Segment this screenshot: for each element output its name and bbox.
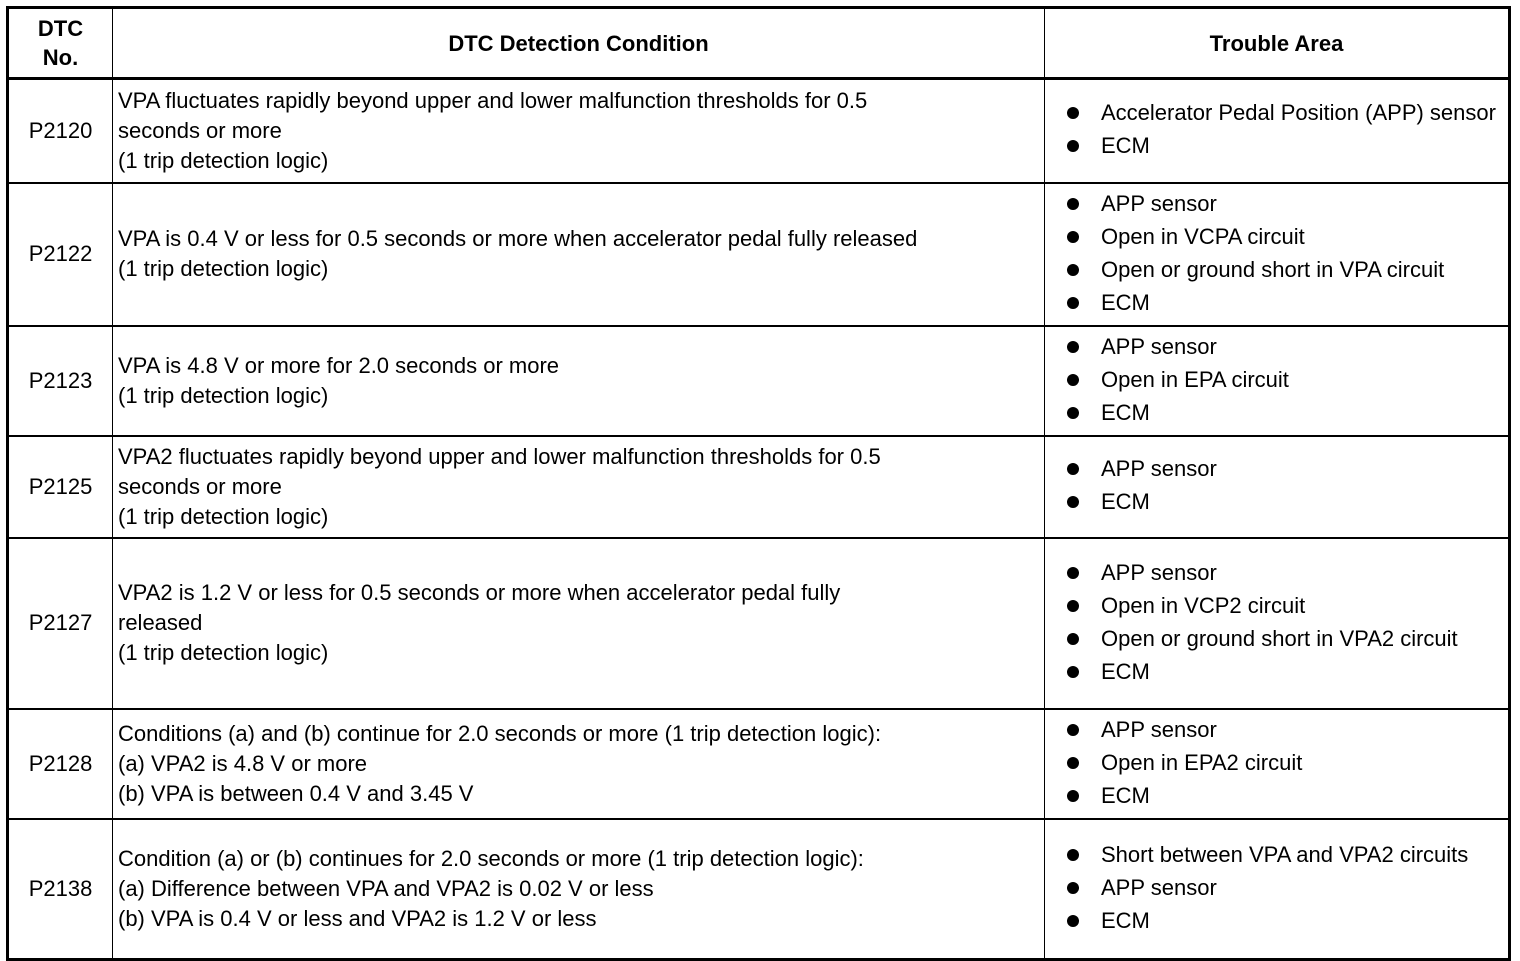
trouble-area-text: Open in VCPA circuit: [1101, 223, 1305, 249]
trouble-area-text: ECM: [1101, 907, 1150, 933]
bullet-icon: [1067, 107, 1079, 119]
bullet-icon: [1067, 600, 1079, 612]
header-dtc-no-label: DTC No.: [37, 16, 84, 70]
table-row: [8, 709, 1510, 819]
bullet-icon: [1067, 496, 1079, 508]
bullet-icon: [1067, 231, 1079, 243]
trouble-area-list: [1067, 558, 1502, 687]
condition-line: (1 trip detection logic): [118, 382, 329, 408]
bullet-icon: [1067, 407, 1079, 419]
trouble-area-text: APP sensor: [1101, 190, 1217, 216]
bullet-icon: [1067, 264, 1079, 276]
dtc-code: P2120: [8, 79, 113, 183]
list-item: [1067, 748, 1502, 778]
bullet-icon: [1067, 140, 1079, 152]
trouble-area-list: [1067, 454, 1502, 517]
bullet-icon: [1067, 724, 1079, 736]
header-dtc-no: [8, 8, 113, 79]
trouble-area-text: APP sensor: [1101, 333, 1217, 359]
table-row: [8, 79, 1510, 183]
bullet-icon: [1067, 666, 1079, 678]
dtc-code: P2127: [8, 538, 113, 709]
table-body: [8, 79, 1510, 960]
list-item: [1067, 131, 1502, 161]
table-row: [8, 326, 1510, 436]
condition-line: seconds or more: [118, 117, 282, 143]
bullet-icon: [1067, 297, 1079, 309]
list-item: [1067, 591, 1502, 621]
list-item: [1067, 222, 1502, 252]
condition-line: Conditions (a) and (b) continue for 2.0 seconds or more (1 trip detection logic):: [118, 720, 882, 746]
list-item: [1067, 558, 1502, 588]
trouble-area-text: ECM: [1101, 289, 1150, 315]
list-item: [1067, 781, 1502, 811]
trouble-area-text: ECM: [1101, 133, 1150, 159]
condition-line: released: [118, 610, 203, 635]
list-item: [1067, 715, 1502, 745]
header-trouble-area: Trouble Area: [1045, 8, 1510, 79]
detection-condition: [113, 183, 1045, 326]
condition-line: (a) VPA2 is 4.8 V or more: [118, 750, 368, 776]
detection-condition: [113, 819, 1045, 960]
trouble-area: [1045, 183, 1510, 326]
condition-line: VPA is 0.4 V or less for 0.5 seconds or more when accelerator pedal fully released: [118, 226, 918, 251]
bullet-icon: [1067, 849, 1079, 861]
trouble-area: [1045, 436, 1510, 538]
list-item: [1067, 189, 1502, 219]
table-row: [8, 183, 1510, 326]
dtc-table-container: [6, 6, 1508, 961]
bullet-icon: [1067, 198, 1079, 210]
header-detection-condition: DTC Detection Condition: [113, 8, 1045, 79]
trouble-area-list: [1067, 840, 1502, 936]
bullet-icon: [1067, 567, 1079, 579]
list-item: [1067, 288, 1502, 318]
condition-line: (1 trip detection logic): [118, 147, 329, 173]
condition-line: VPA2 fluctuates rapidly beyond upper and lower malfunction thresholds for 0.5: [118, 443, 881, 469]
table-row: [8, 436, 1510, 538]
list-item: [1067, 906, 1502, 936]
detection-condition: [113, 436, 1045, 538]
list-item: [1067, 840, 1502, 870]
condition-line: seconds or more: [118, 473, 282, 499]
condition-line: (1 trip detection logic): [118, 640, 329, 665]
condition-line: VPA fluctuates rapidly beyond upper and lower malfunction thresholds for 0.5: [118, 87, 868, 113]
condition-line: VPA2 is 1.2 V or less for 0.5 seconds or more when accelerator pedal fully: [118, 580, 841, 605]
trouble-area-text: ECM: [1101, 658, 1150, 684]
bullet-icon: [1067, 341, 1079, 353]
dtc-code: P2125: [8, 436, 113, 538]
table-row: [8, 819, 1510, 960]
dtc-code: P2122: [8, 183, 113, 326]
trouble-area-text: ECM: [1101, 399, 1150, 425]
trouble-area-text: Open in EPA2 circuit: [1101, 749, 1303, 775]
trouble-area-text: APP sensor: [1101, 559, 1217, 585]
trouble-area: [1045, 819, 1510, 960]
trouble-area-text: APP sensor: [1101, 716, 1217, 742]
condition-line: (b) VPA is 0.4 V or less and VPA2 is 1.2 V or less: [118, 905, 597, 931]
trouble-area: [1045, 79, 1510, 183]
dtc-table: [6, 6, 1511, 961]
bullet-icon: [1067, 633, 1079, 645]
trouble-area-text: Accelerator Pedal Position (APP) sensor: [1101, 100, 1496, 126]
list-item: [1067, 454, 1502, 484]
bullet-icon: [1067, 757, 1079, 769]
condition-line: VPA is 4.8 V or more for 2.0 seconds or more: [118, 352, 560, 378]
detection-condition: [113, 709, 1045, 819]
dtc-code: P2138: [8, 819, 113, 960]
table-header: [8, 8, 1510, 79]
list-item: [1067, 332, 1502, 362]
bullet-icon: [1067, 915, 1079, 927]
detection-condition: [113, 326, 1045, 436]
trouble-area: [1045, 538, 1510, 709]
bullet-icon: [1067, 374, 1079, 386]
condition-line: Condition (a) or (b) continues for 2.0 seconds or more (1 trip detection logic):: [118, 845, 864, 871]
bullet-icon: [1067, 790, 1079, 802]
detection-condition: [113, 79, 1045, 183]
condition-line: (b) VPA is between 0.4 V and 3.45 V: [118, 780, 474, 806]
list-item: [1067, 657, 1502, 687]
list-item: [1067, 398, 1502, 428]
bullet-icon: [1067, 882, 1079, 894]
dtc-code: P2123: [8, 326, 113, 436]
list-item: [1067, 873, 1502, 903]
trouble-area-list: [1067, 715, 1502, 811]
list-item: [1067, 487, 1502, 517]
bullet-icon: [1067, 463, 1079, 475]
dtc-code: P2128: [8, 709, 113, 819]
trouble-area-text: APP sensor: [1101, 456, 1217, 481]
trouble-area-list: [1067, 332, 1502, 428]
trouble-area-list: [1067, 98, 1502, 161]
trouble-area-text: Open or ground short in VPA2 circuit: [1101, 625, 1458, 651]
trouble-area-text: ECM: [1101, 782, 1150, 808]
condition-line: (a) Difference between VPA and VPA2 is 0.02 V or less: [118, 875, 654, 901]
trouble-area-text: APP sensor: [1101, 874, 1217, 900]
trouble-area-text: Open in VCP2 circuit: [1101, 592, 1306, 618]
list-item: [1067, 365, 1502, 395]
table-row: [8, 538, 1510, 709]
list-item: [1067, 255, 1502, 285]
trouble-area-text: ECM: [1101, 489, 1150, 514]
trouble-area-text: Open in EPA circuit: [1101, 366, 1289, 392]
trouble-area-list: [1067, 189, 1502, 318]
condition-line: (1 trip detection logic): [118, 503, 329, 529]
trouble-area: [1045, 709, 1510, 819]
list-item: [1067, 624, 1502, 654]
trouble-area-text: Open or ground short in VPA circuit: [1101, 256, 1445, 282]
trouble-area-text: Short between VPA and VPA2 circuits: [1101, 841, 1469, 867]
trouble-area: [1045, 326, 1510, 436]
list-item: [1067, 98, 1502, 128]
detection-condition: [113, 538, 1045, 709]
condition-line: (1 trip detection logic): [118, 256, 329, 281]
header-row: [8, 8, 1510, 79]
